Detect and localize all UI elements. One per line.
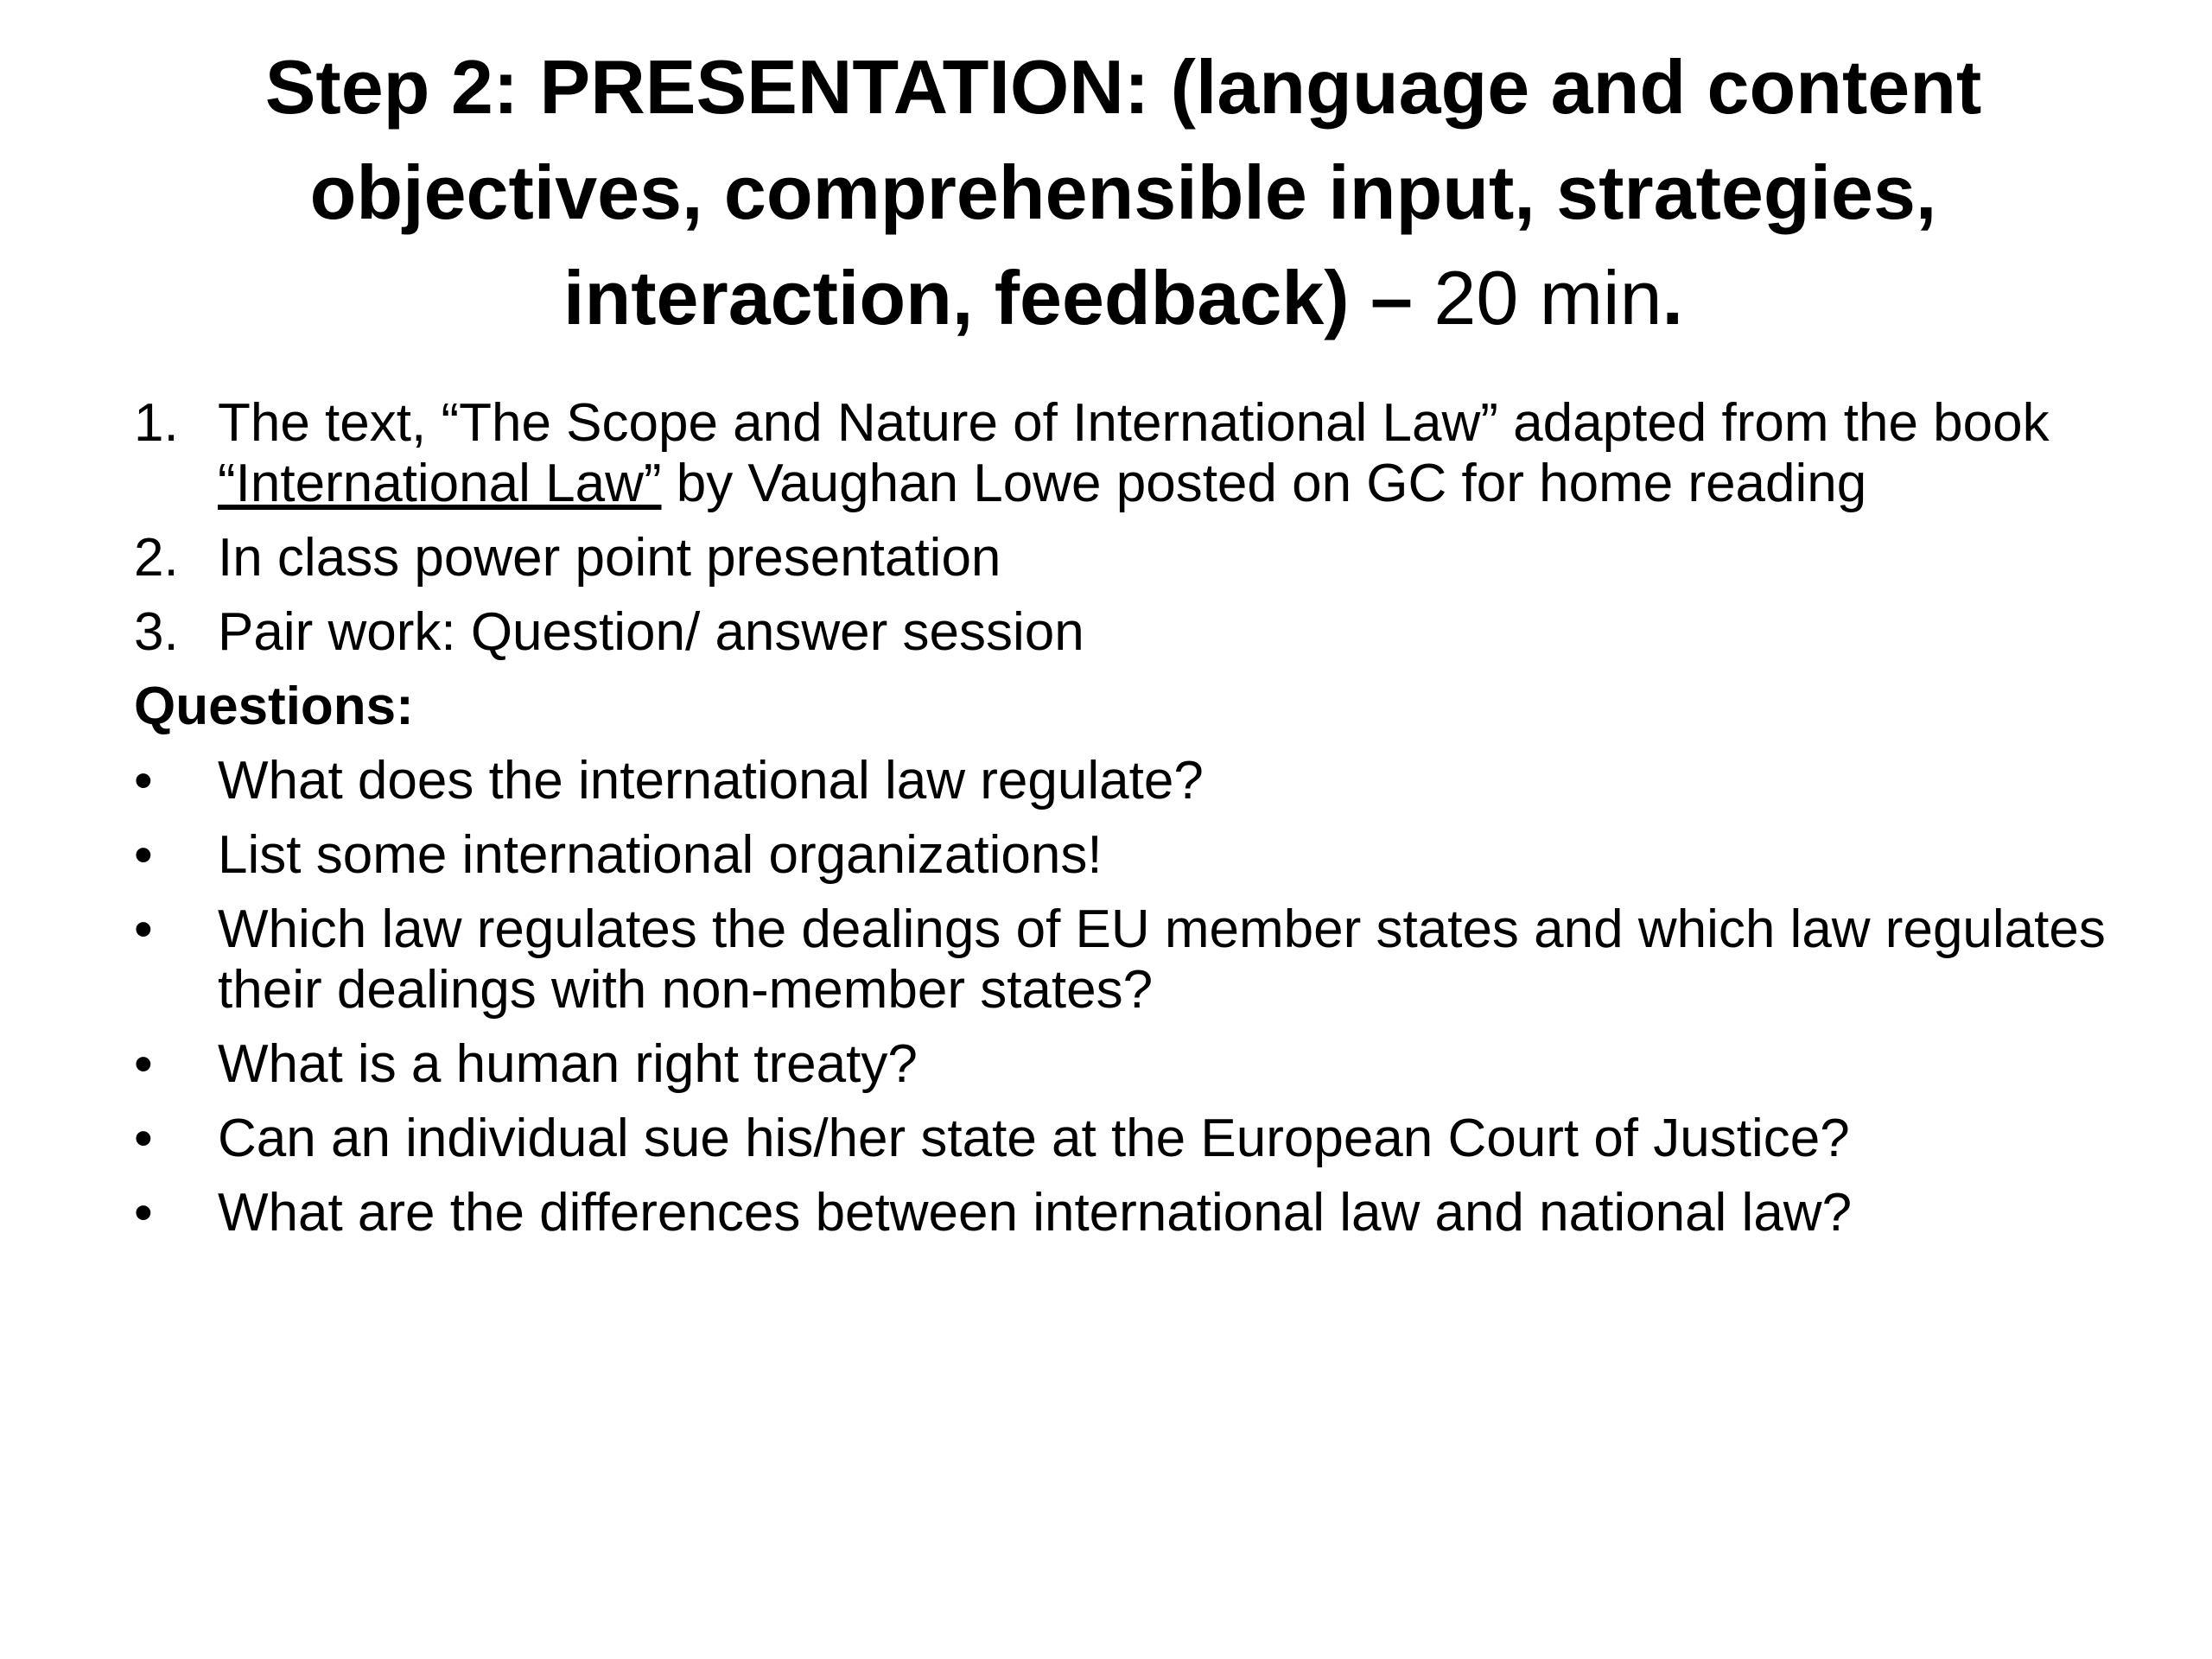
bullet-icon: • bbox=[134, 1109, 153, 1168]
item-text: Pair work: Question/ answer session bbox=[218, 602, 1084, 662]
question-text: Which law regulates the dealings of EU member states and which law regulates their dealings with non-member states? bbox=[218, 899, 2106, 1020]
item-text: In class power point presentation bbox=[218, 528, 1001, 588]
numbered-item-2 bbox=[134, 528, 2121, 588]
question-item bbox=[134, 1183, 2121, 1243]
question-text: What are the differences between international law and national law? bbox=[218, 1183, 1853, 1243]
item-text-pre: The text, “The Scope and Nature of International Law” adapted from the book bbox=[218, 393, 2050, 453]
numbered-item-3 bbox=[134, 602, 2121, 663]
title-end: . bbox=[1662, 255, 1683, 340]
title-bold: Step 2: PRESENTATION: (language and content objectives, comprehensible input, strategies, interaction, feedback) – bbox=[264, 44, 1982, 340]
numbered-item-1 bbox=[134, 393, 2121, 514]
item-number: 2. bbox=[134, 528, 179, 588]
question-item bbox=[134, 1034, 2121, 1095]
title-duration: 20 min bbox=[1412, 255, 1662, 340]
bullet-icon: • bbox=[134, 751, 153, 810]
question-text: What does the international law regulate? bbox=[218, 751, 1204, 810]
bullet-icon: • bbox=[134, 1183, 153, 1243]
item-number: 3. bbox=[134, 602, 179, 662]
item-text-post: by Vaughan Lowe posted on GC for home reading bbox=[661, 454, 1867, 513]
question-text: What is a human right treaty? bbox=[218, 1034, 918, 1094]
question-item bbox=[134, 751, 2121, 811]
question-text: Can an individual sue his/her state at the European Court of Justice? bbox=[218, 1109, 1850, 1168]
book-title: “International Law” bbox=[218, 454, 662, 513]
question-item bbox=[134, 1109, 2121, 1169]
slide-title bbox=[173, 35, 2074, 351]
bullet-icon: • bbox=[134, 899, 153, 959]
question-item bbox=[134, 825, 2121, 886]
bullet-icon: • bbox=[134, 825, 153, 885]
slide-body bbox=[134, 393, 2121, 1257]
bullet-icon: • bbox=[134, 1034, 153, 1094]
questions-heading: Questions: bbox=[134, 677, 414, 736]
item-number: 1. bbox=[134, 393, 179, 453]
question-text: List some international organizations! bbox=[218, 825, 1103, 885]
question-item bbox=[134, 899, 2121, 1020]
